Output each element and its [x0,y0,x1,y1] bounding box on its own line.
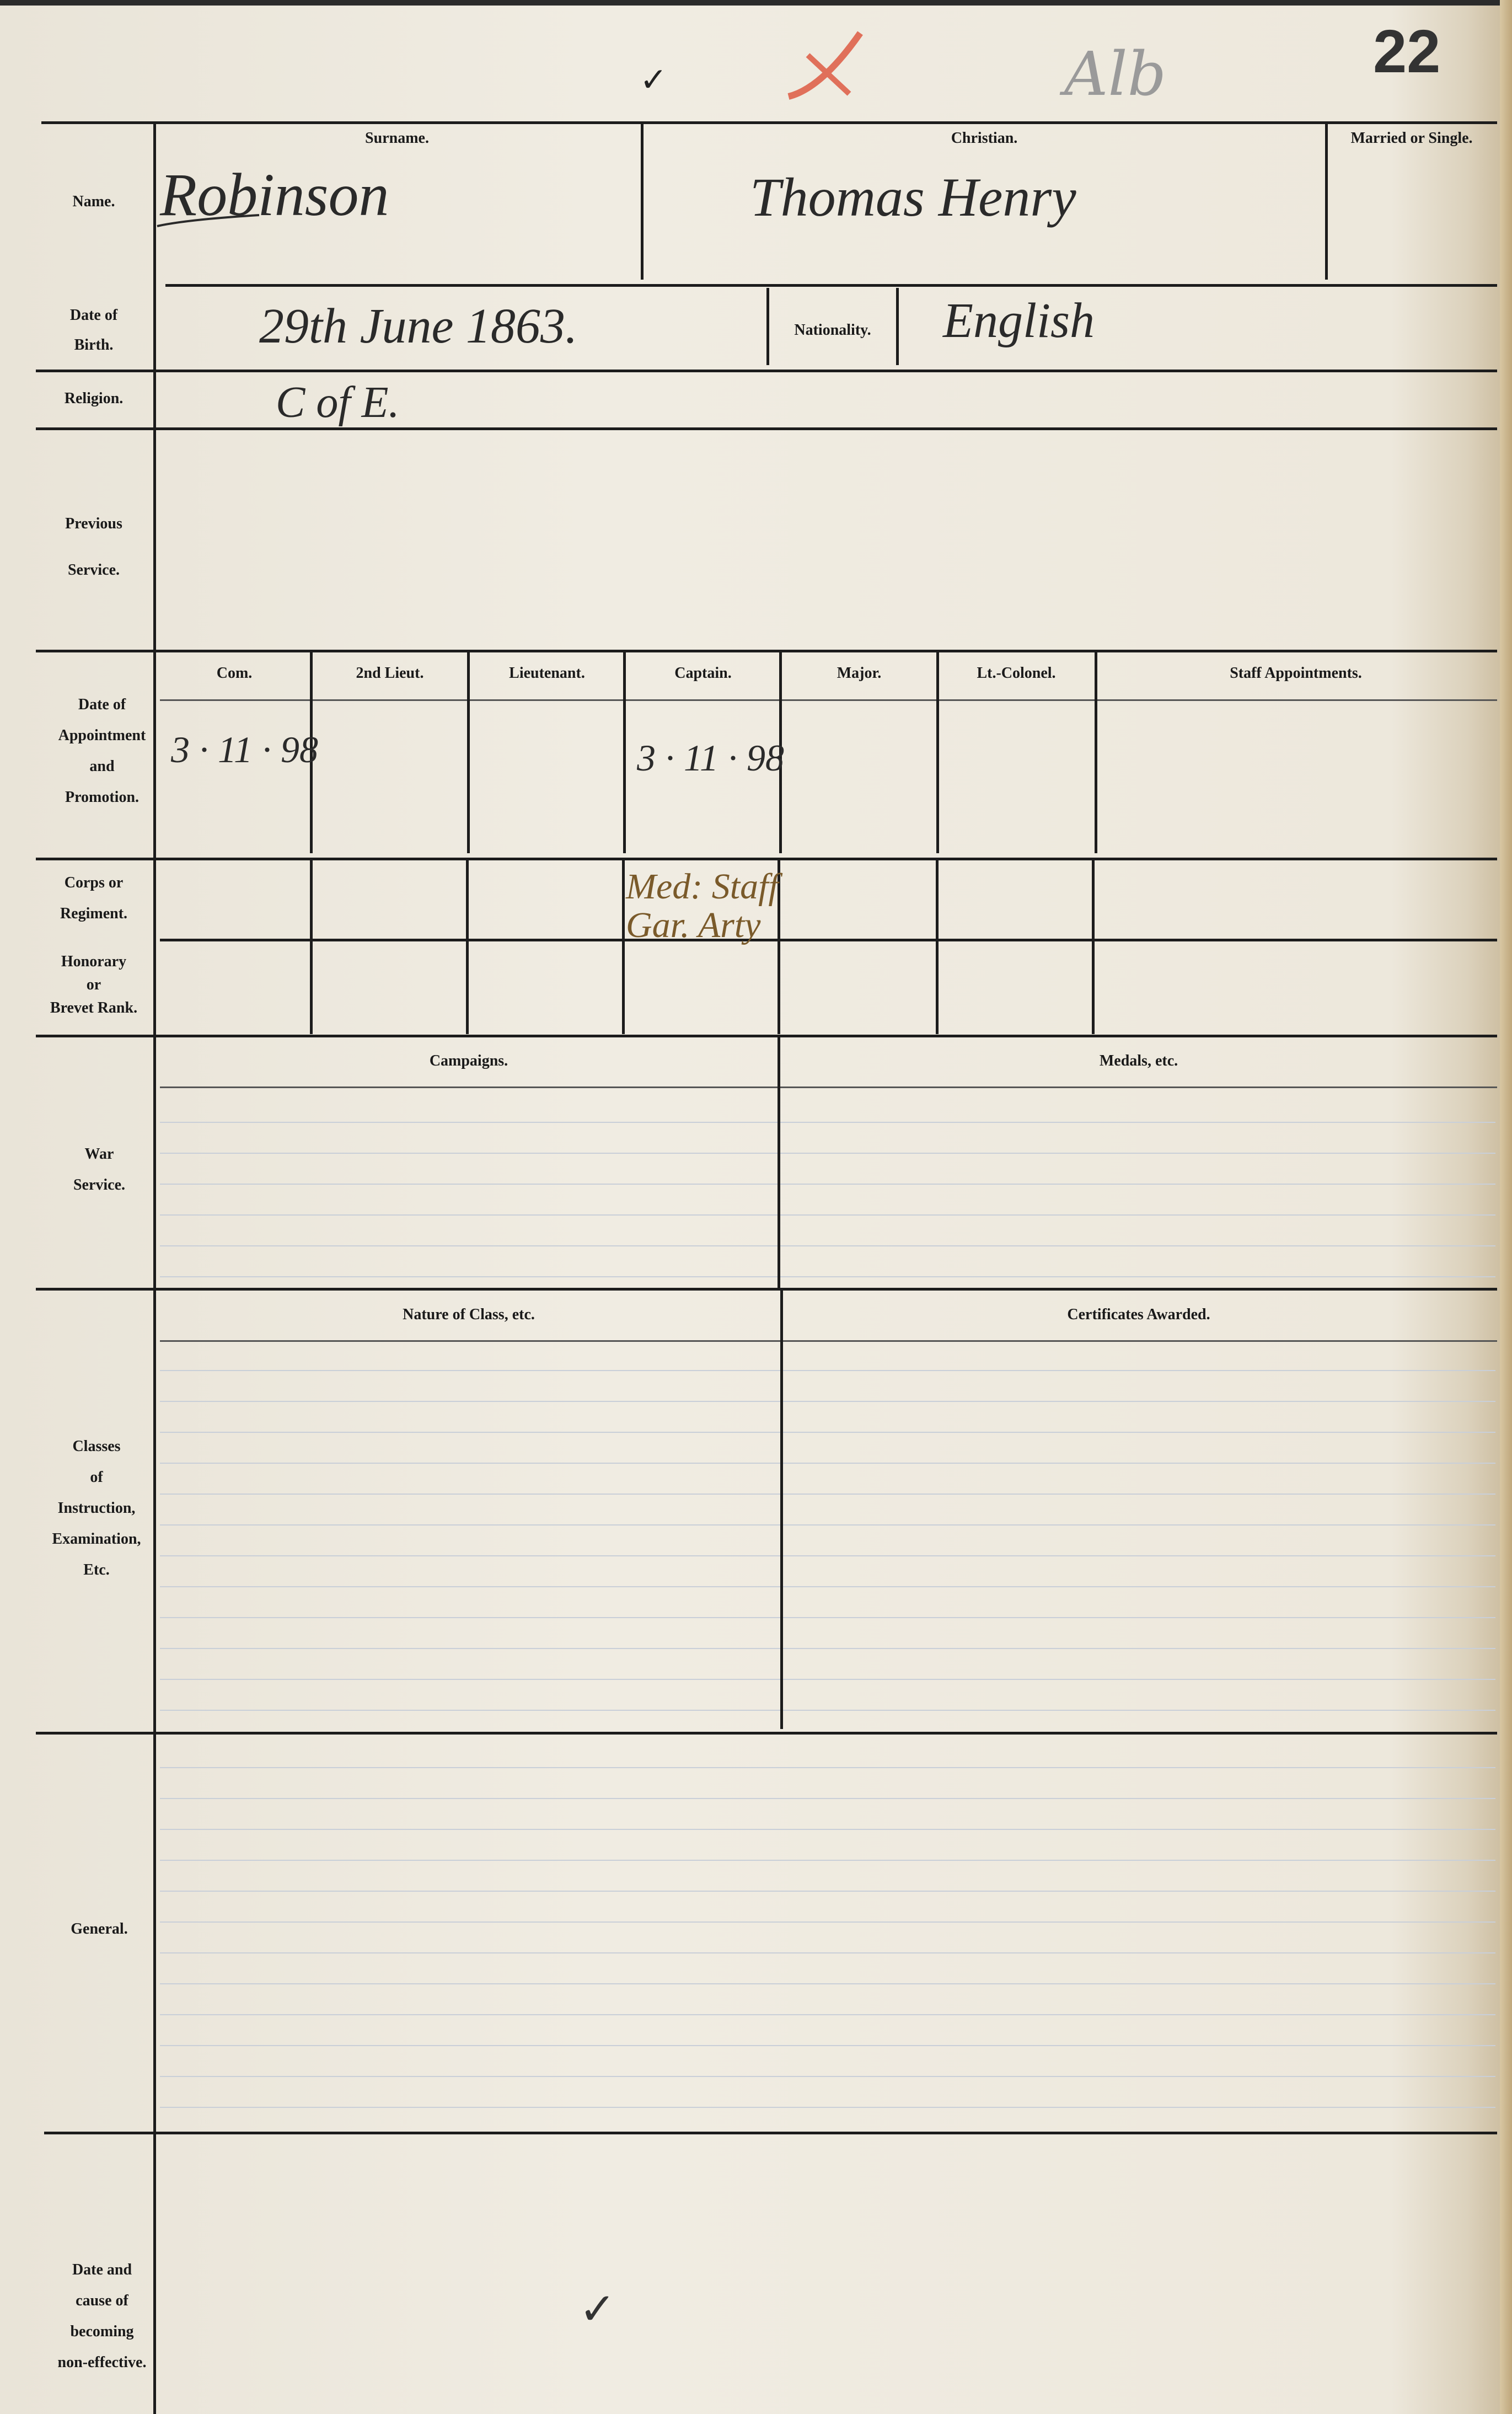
label-column-divider [153,124,156,2414]
label-appointment-line4: Promotion. [65,789,140,806]
rule-corps-bottom [160,939,1497,941]
page-number: 22 [1373,18,1441,85]
page-top-edge [0,0,1512,6]
check-mark-icon: ✓ [640,62,668,98]
label-honorary-line1: Honorary [61,953,127,970]
label-classes-line3: Instruction, [57,1500,136,1517]
label-honorary [33,950,154,1020]
birth-divider-2 [896,288,899,365]
classes-header-underline [160,1340,1497,1342]
header-captain: Captain. [674,665,732,682]
religion-value: C of E. [276,378,400,427]
rule-religion-bottom [36,427,1497,430]
surname-value: Robinson [160,161,389,228]
captain-date-value: 3 · 11 · 98 [637,737,784,779]
label-nonef-line4: non-effective. [57,2354,147,2371]
label-appointment [33,689,171,813]
christian-value: Thomas Henry [750,167,1076,228]
rule-classes-bottom [36,1732,1497,1735]
page-binding-edge [1500,0,1512,2414]
label-nonef-line1: Date and [72,2261,132,2278]
nationality-value: English [943,293,1095,348]
label-war-line1: War [84,1146,114,1163]
label-date-of-birth-line2: Birth. [74,336,114,354]
rule-general-bottom [44,2132,1497,2134]
header-com: Com. [216,665,253,682]
header-2nd-lieut: 2nd Lieut. [356,665,424,682]
label-classes-line1: Classes [72,1438,121,1455]
header-major: Major. [837,665,882,682]
classes-ruling [160,1340,1495,1726]
label-classes [30,1431,163,1586]
name-divider-1 [641,124,644,280]
birth-date-value: 29th June 1863. [259,299,578,354]
rule-honorary-bottom [36,1035,1497,1037]
corps-captain-line2: Gar. Arty [626,905,761,945]
war-service-ruling [160,1092,1495,1291]
label-classes-line2: of [90,1469,103,1486]
surname-flourish-icon [154,210,265,232]
label-previous-line2: Service. [67,561,120,579]
label-corps [33,868,154,929]
label-appointment-line3: and [89,758,115,775]
general-ruling [160,1737,1495,2129]
war-middle-divider [778,1037,780,1288]
label-date-of-birth-line1: Date of [69,307,118,324]
label-previous-line1: Previous [65,515,122,532]
header-surname: Surname. [365,130,429,147]
label-nonef-line2: cause of [76,2292,128,2309]
corps-col-div-1 [310,860,313,1034]
name-divider-2 [1325,124,1328,280]
header-lieutenant: Lieutenant. [509,665,585,682]
label-non-effective [33,2255,171,2378]
label-religion: Religion. [64,390,124,407]
label-date-of-birth [33,301,154,360]
label-previous-service [33,501,154,593]
corps-col-div-5 [936,860,939,1034]
label-honorary-line3: Brevet Rank. [50,999,138,1016]
label-corps-line1: Corps or [64,874,124,891]
red-cross-mark-icon [783,22,866,105]
header-medals: Medals, etc. [1099,1052,1178,1069]
label-war-line2: Service. [73,1176,126,1193]
label-honorary-line2: or [86,976,101,993]
header-married: Married or Single. [1350,130,1473,147]
header-staff-appointments: Staff Appointments. [1230,665,1362,682]
rule-previous-bottom [36,650,1497,652]
corps-col-div-6 [1092,860,1095,1034]
label-classes-line5: Etc. [83,1561,110,1578]
header-nature-of-class: Nature of Class, etc. [403,1306,535,1323]
header-lt-colonel: Lt.-Colonel. [977,665,1056,682]
corps-captain-line1: Med: Staff [626,866,779,907]
com-date-value: 3 · 11 · 98 [171,729,318,770]
label-general: General. [71,1920,128,1937]
header-christian: Christian. [951,130,1018,147]
rule-name-bottom [165,284,1497,287]
war-header-underline [160,1086,1497,1088]
appointment-header-underline [160,699,1497,701]
header-certificates: Certificates Awarded. [1067,1306,1210,1323]
classes-middle-divider [780,1291,783,1729]
corps-col-div-2 [466,860,469,1034]
top-rule [41,121,1497,124]
label-classes-line4: Examination, [52,1530,141,1548]
label-name: Name. [72,193,115,210]
corps-col-div-3 [622,860,625,1034]
label-appointment-line1: Date of [78,696,126,713]
label-appointment-line2: Appointment [58,727,146,744]
label-corps-line2: Regiment. [60,905,128,922]
nationality-label: Nationality. [794,322,871,339]
pencil-annotation: Alb [1064,39,1167,109]
header-campaigns: Campaigns. [429,1052,508,1069]
label-nonef-line3: becoming [70,2323,134,2340]
rule-appointment-bottom [36,858,1497,860]
rule-war-bottom [36,1288,1497,1291]
check-mark-bottom-icon: ✓ [579,2285,616,2334]
rule-birth-bottom [36,370,1497,372]
label-war-service [39,1139,160,1201]
